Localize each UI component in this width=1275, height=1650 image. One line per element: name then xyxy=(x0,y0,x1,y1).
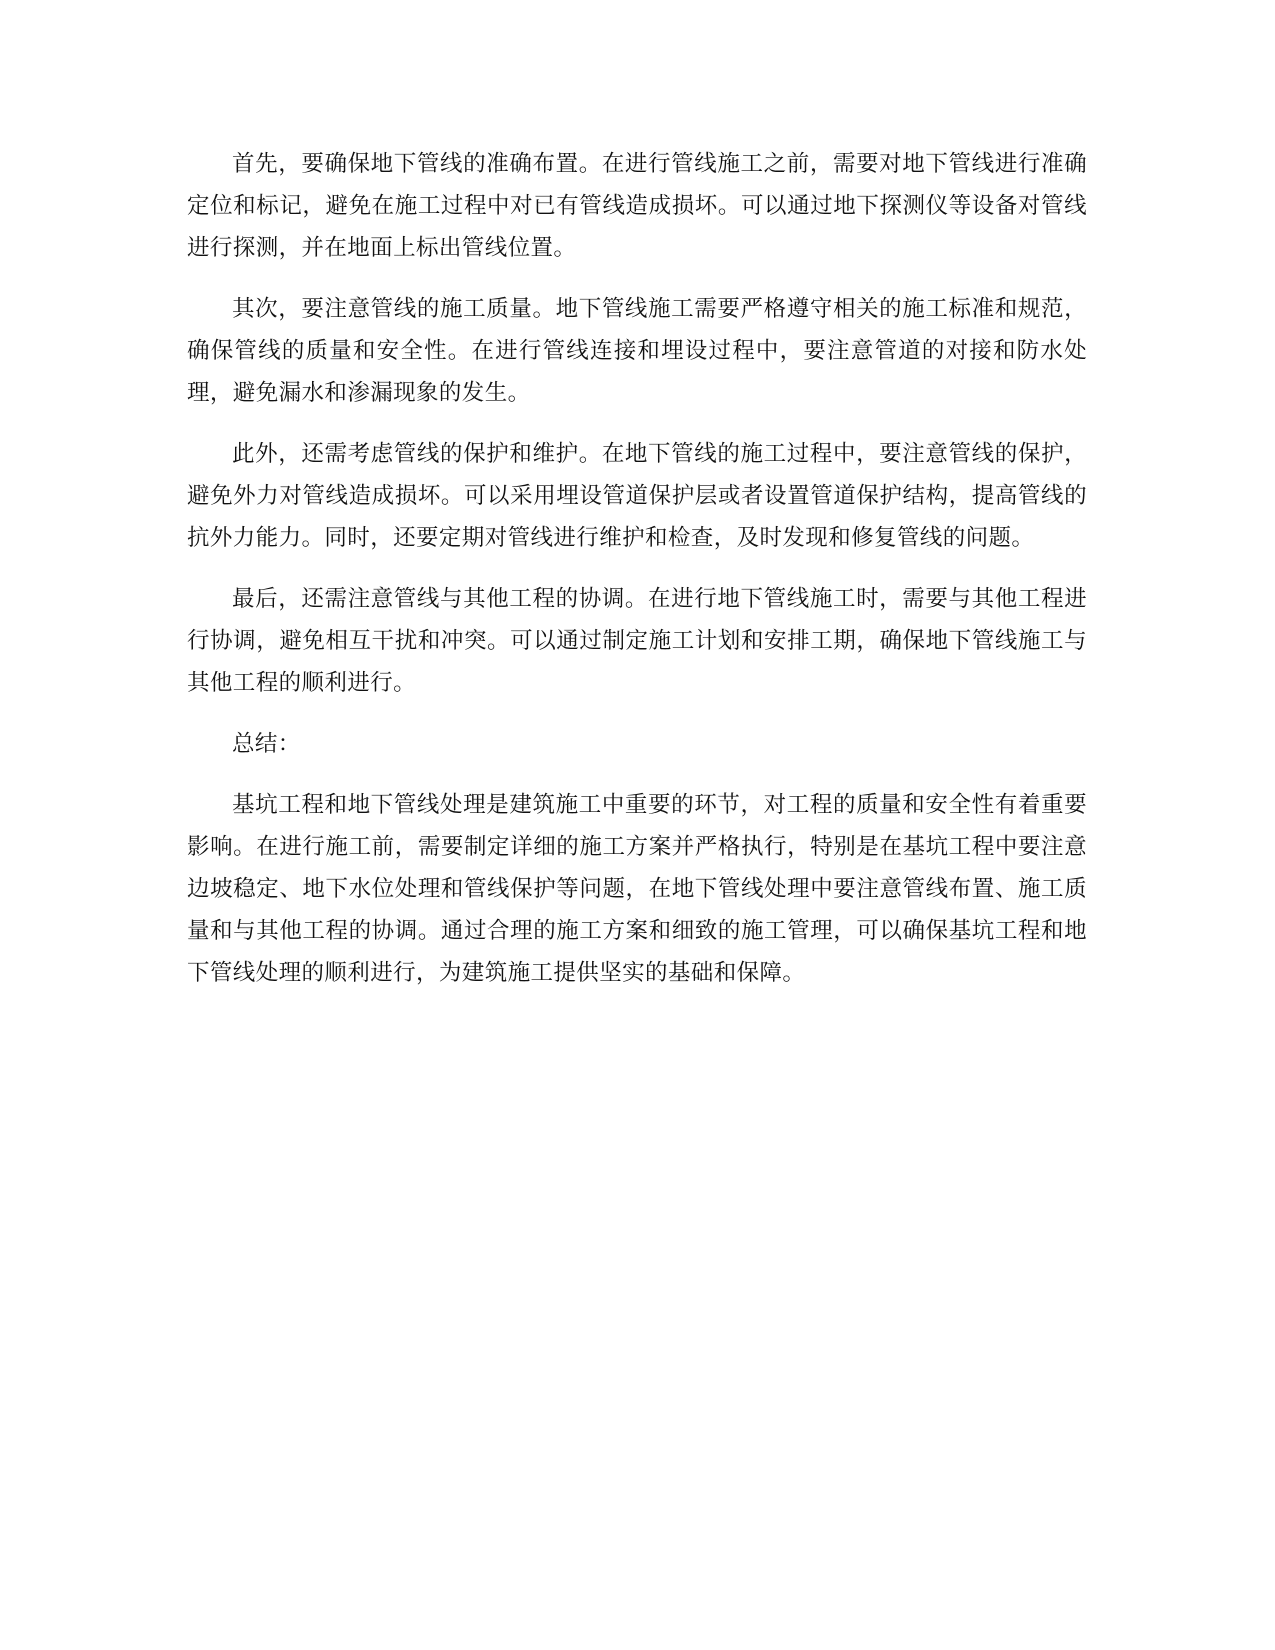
paragraph-construction-quality: 其次，要注意管线的施工质量。地下管线施工需要严格遵守相关的施工标准和规范，确保管线的质量和安全性。在进行管线连接和埋设过程中，要注意管道的对接和防水处理，避免漏水和渗漏现象的发生。 xyxy=(187,296,1087,406)
paragraph-pipeline-layout: 首先，要确保地下管线的准确布置。在进行管线施工之前，需要对地下管线进行准确定位和标记，避免在施工过程中对已有管线造成损坏。可以通过地下探测仪等设备对管线进行探测，并在地面上标出管线位置。 xyxy=(187,151,1087,261)
summary-heading: 总结： xyxy=(232,731,301,757)
paragraph-coordination: 最后，还需注意管线与其他工程的协调。在进行地下管线施工时，需要与其他工程进行协调，避免相互干扰和冲突。可以通过制定施工计划和安排工期，确保地下管线施工与其他工程的顺利进行。 xyxy=(187,586,1087,696)
paragraph-summary: 基坑工程和地下管线处理是建筑施工中重要的环节，对工程的质量和安全性有着重要影响。在进行施工前，需要制定详细的施工方案并严格执行，特别是在基坑工程中要注意边坡稳定、地下水位处理和管线保护等问题，在地下管线处理中要注意管线布置、施工质量和与其他工程的协调。通过合理的施工方案和细致的施工管理，可以确保基坑工程和地下管线处理的顺利进行，为建筑施工提供坚实的基础和保障。 xyxy=(187,792,1087,986)
paragraph-protection-maintenance: 此外，还需考虑管线的保护和维护。在地下管线的施工过程中，要注意管线的保护，避免外力对管线造成损坏。可以采用埋设管道保护层或者设置管道保护结构，提高管线的抗外力能力。同时，还要定期对管线进行维护和检查，及时发现和修复管线的问题。 xyxy=(187,441,1087,551)
document-body xyxy=(187,143,1087,1013)
